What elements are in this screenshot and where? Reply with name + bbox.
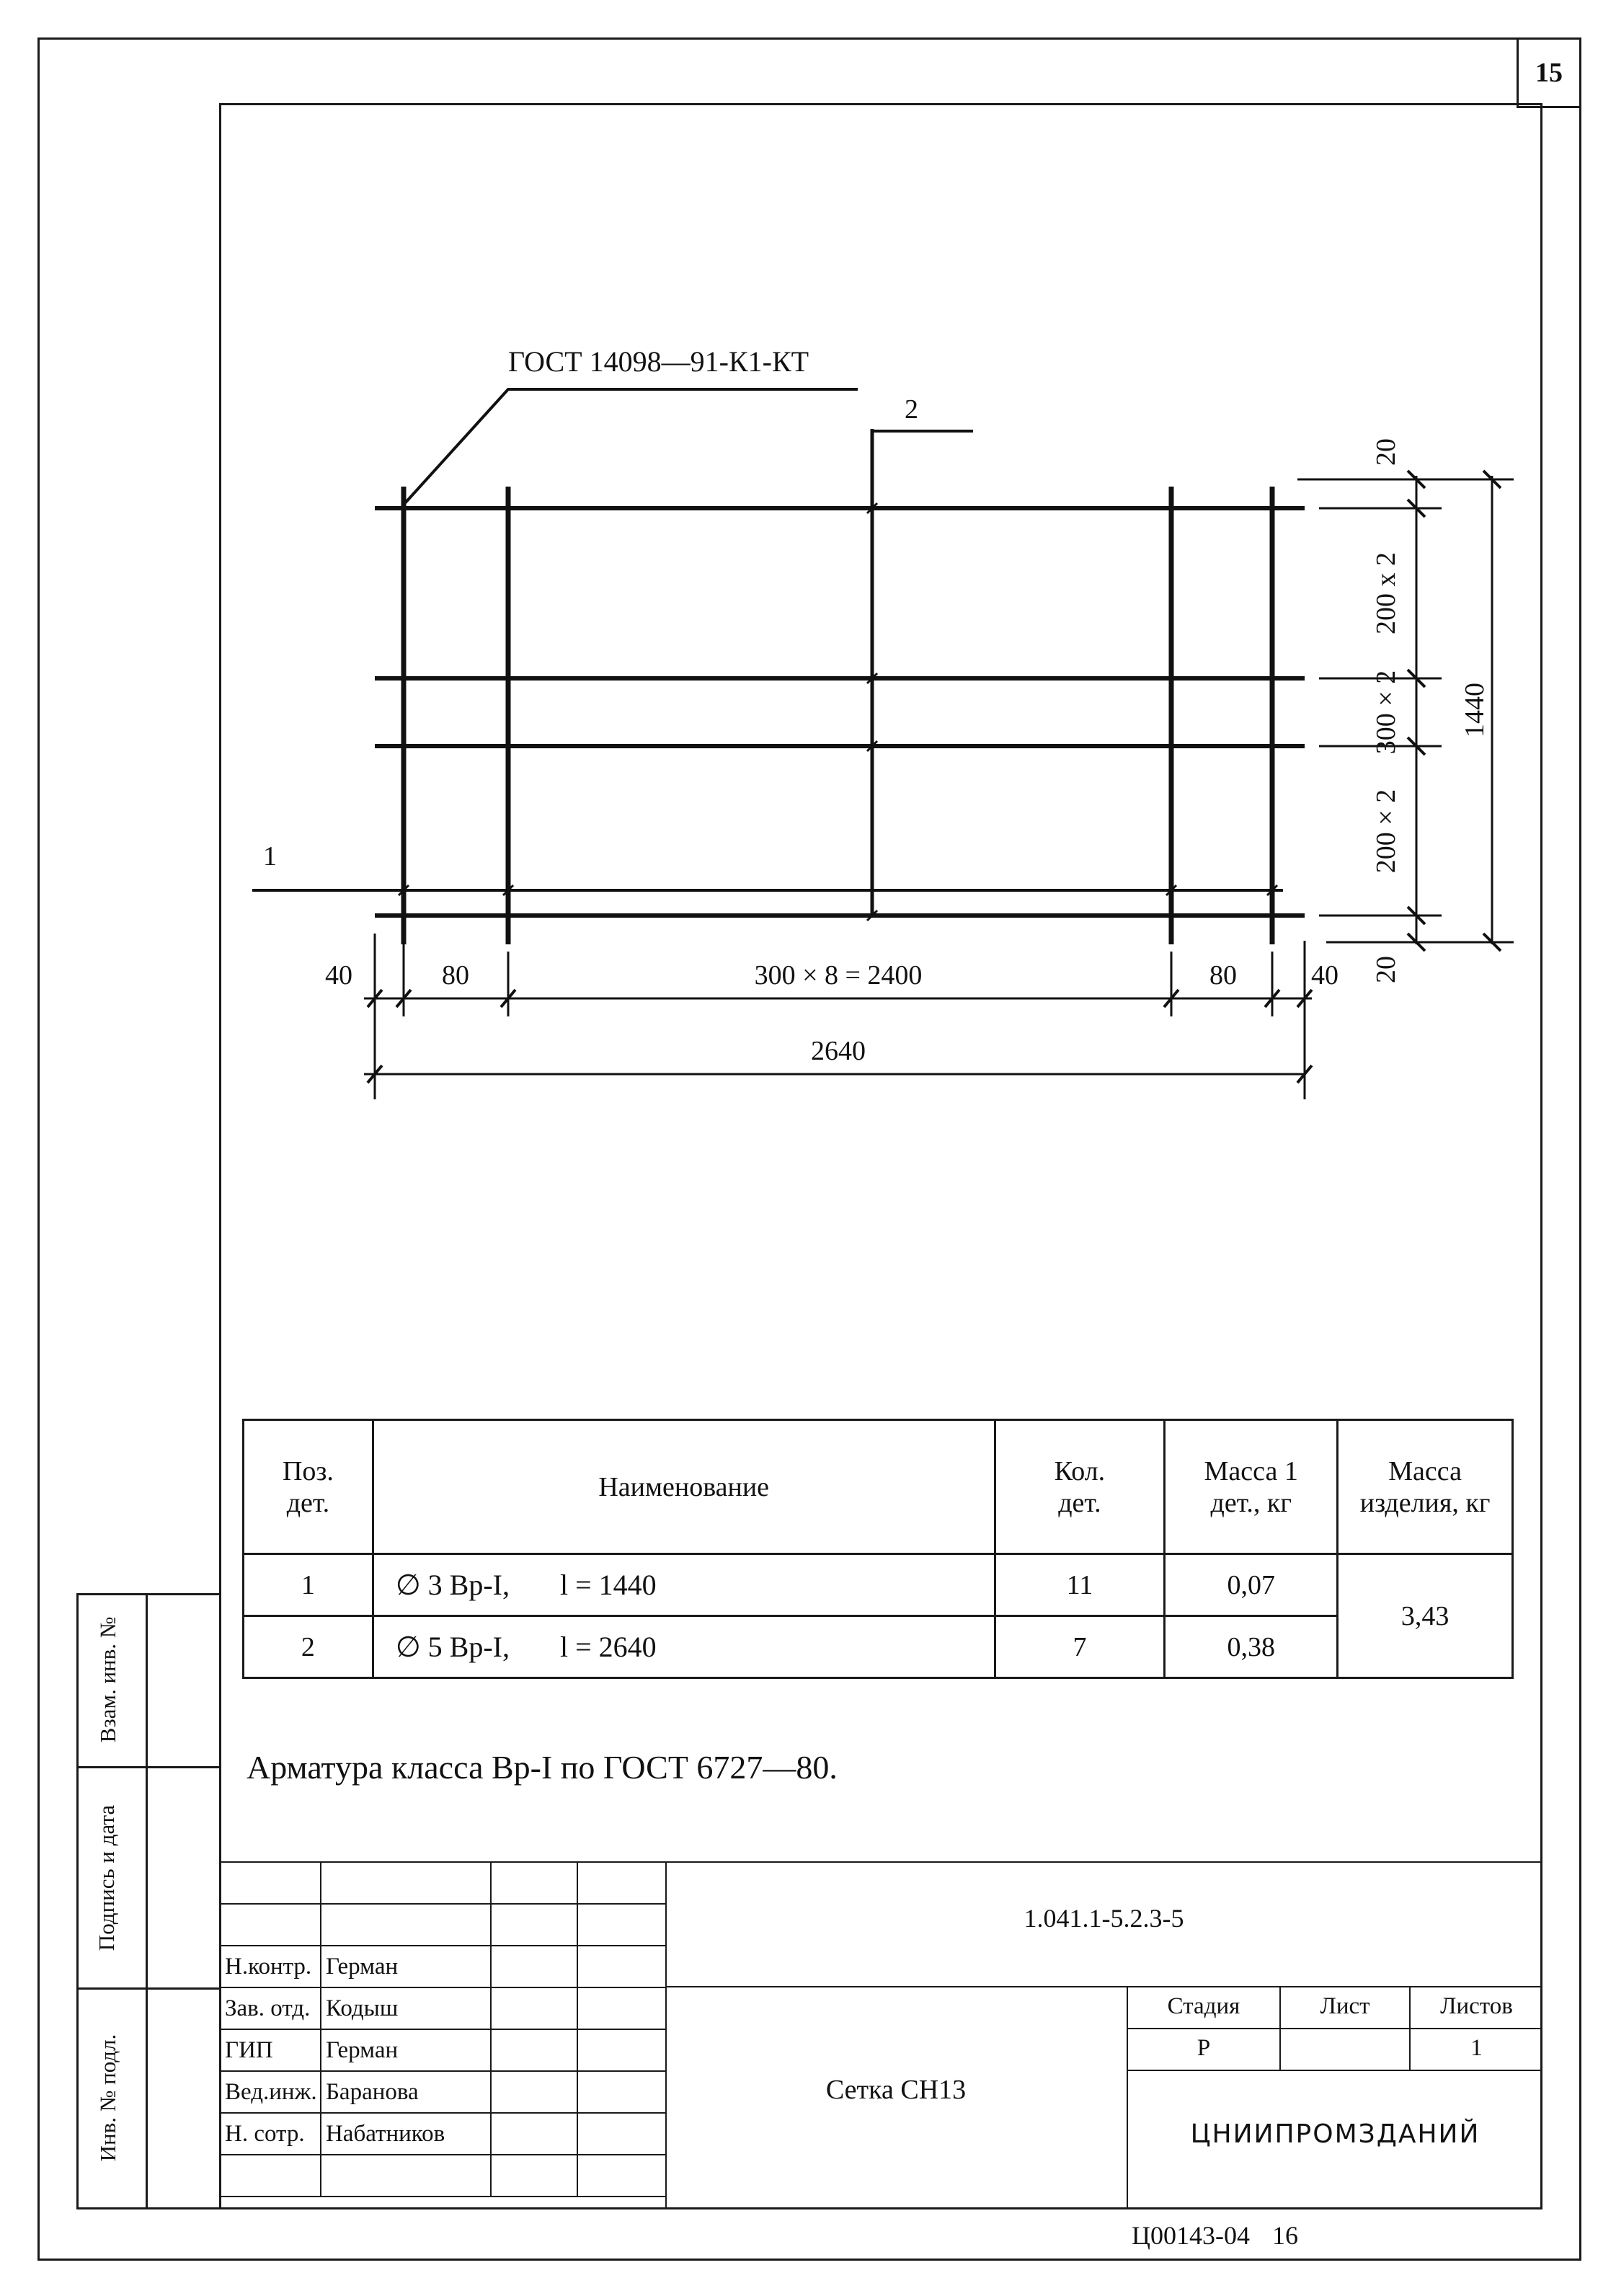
header-pos: Поз. дет. — [244, 1420, 373, 1554]
signature-name: Набатников — [321, 2113, 491, 2155]
page-number: 15 — [1535, 58, 1563, 88]
sheets-label: Листов — [1440, 1993, 1513, 2019]
signature-role: Н.контр. — [220, 1946, 321, 1987]
signature-name: Герман — [321, 1946, 491, 1987]
row-diameter: ∅ 5 Вр-I, — [395, 1631, 510, 1663]
sheets-value: 1 — [1470, 2035, 1483, 2061]
dim-40-right: 40 — [1311, 960, 1338, 990]
signature-role: Н. сотр. — [220, 2113, 321, 2155]
signatures-table — [219, 1861, 667, 2197]
dim-200x2-top: 200 x 2 — [1371, 552, 1401, 634]
spec-header-row — [244, 1420, 1513, 1554]
position-label-2: 2 — [905, 394, 918, 425]
dim-40-left: 40 — [325, 960, 352, 990]
row-diameter: ∅ 3 Вр-I, — [395, 1569, 510, 1601]
organization-name: ЦНИИПРОМЗДАНИЙ — [1190, 2119, 1480, 2149]
row-qty: 11 — [995, 1554, 1165, 1616]
dim-300x2: 300 × 2 — [1371, 670, 1401, 755]
mass-total: 3,43 — [1338, 1554, 1513, 1678]
specification-table — [242, 1419, 1514, 1679]
dim-20-top: 20 — [1371, 438, 1401, 466]
podpis-data-label: Подпись и дата — [94, 1804, 119, 1951]
signature-row — [220, 2113, 666, 2155]
row-mass-one: 0,07 — [1165, 1554, 1338, 1616]
dim-200x2-bottom: 200 × 2 — [1371, 789, 1401, 874]
signature-name: Баранова — [321, 2071, 491, 2113]
signature-role: Вед.инж. — [220, 2071, 321, 2113]
signature-name: Герман — [321, 2029, 491, 2071]
vzam-inv-label: Взам. инв. № — [95, 1616, 120, 1743]
row-length: l = 1440 — [560, 1569, 657, 1601]
dim-80-left: 80 — [442, 960, 469, 990]
stage-value: Р — [1197, 2035, 1211, 2061]
row-name — [373, 1616, 995, 1678]
signature-row — [220, 1987, 666, 2029]
row-name — [373, 1554, 995, 1616]
gost-label: ГОСТ 14098—91-К1-КТ — [508, 345, 809, 378]
signature-role: Зав. отд. — [220, 1987, 321, 2029]
footer-code: Ц00143-04 — [1132, 2221, 1250, 2250]
row-mass-one: 0,38 — [1165, 1616, 1338, 1678]
inv-podl-label: Инв. № подл. — [95, 2034, 120, 2162]
footer-number: 16 — [1272, 2221, 1298, 2250]
dim-1440: 1440 — [1460, 683, 1490, 737]
row-pos: 1 — [244, 1554, 373, 1616]
drawing-title: Сетка СН13 — [825, 2075, 967, 2105]
signature-name: Кодыш — [321, 1987, 491, 2029]
signature-row — [220, 1946, 666, 1987]
row-length: l = 2640 — [560, 1631, 657, 1663]
spec-row — [244, 1616, 1513, 1678]
reinforcement-note: Арматура класса Вр-I по ГОСТ 6727—80. — [247, 1749, 838, 1786]
spec-row — [244, 1554, 1513, 1616]
header-name: Наименование — [373, 1420, 995, 1554]
header-mass-one: Масса 1 дет., кг — [1165, 1420, 1338, 1554]
document-code: 1.041.1-5.2.3-5 — [1024, 1904, 1184, 1933]
stage-label: Стадия — [1167, 1993, 1240, 2019]
dim-20-bottom: 20 — [1371, 956, 1401, 983]
signature-role: ГИП — [220, 2029, 321, 2071]
signature-row — [220, 2029, 666, 2071]
footer — [1132, 2220, 1298, 2251]
gost-leader-line — [404, 389, 858, 505]
dim-80-right: 80 — [1209, 960, 1237, 990]
position-label-1: 1 — [263, 841, 277, 872]
header-qty: Кол. дет. — [995, 1420, 1165, 1554]
sheet-label: Лист — [1320, 1993, 1370, 2019]
dim-2640: 2640 — [811, 1036, 866, 1066]
header-mass-total: Масса изделия, кг — [1338, 1420, 1513, 1554]
row-qty: 7 — [995, 1616, 1165, 1678]
dim-2400: 300 × 8 = 2400 — [754, 960, 923, 990]
signature-row — [220, 2071, 666, 2113]
row-pos: 2 — [244, 1616, 373, 1678]
